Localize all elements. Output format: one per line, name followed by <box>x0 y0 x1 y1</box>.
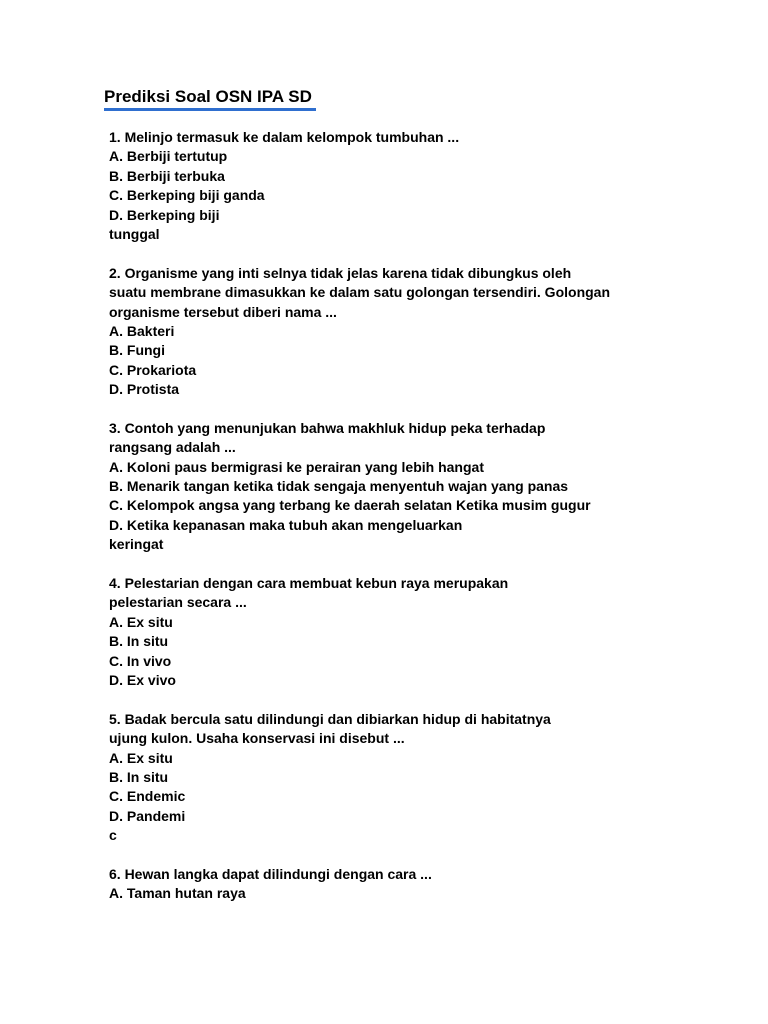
question-5-option-a: A. Ex situ <box>109 749 173 766</box>
question-3-option-a: A. Koloni paus bermigrasi ke perairan yang lebih hangat <box>109 458 484 475</box>
page-title: Prediksi Soal OSN IPA SD <box>104 86 316 111</box>
question-1-option-a: A. Berbiji tertutup <box>109 148 228 165</box>
question-4 <box>109 574 729 690</box>
question-3-stem: 3. Contoh yang menunjukan bahwa makhluk hidup peka terhadap <box>109 419 546 436</box>
question-5 <box>109 710 729 846</box>
question-2-option-c: C. Prokariota <box>109 361 197 378</box>
question-5-option-b: B. In situ <box>109 768 169 785</box>
question-2-option-d: D. Protista <box>109 381 180 398</box>
question-3-stem-cont: rangsang adalah ... <box>109 439 236 456</box>
question-6 <box>109 865 729 904</box>
question-1-option-d: D. Berkeping biji <box>109 206 220 223</box>
question-4-stem: 4. Pelestarian dengan cara membuat kebun raya merupakan <box>109 574 509 591</box>
question-4-option-a: A. Ex situ <box>109 613 173 630</box>
question-2-option-b: B. Fungi <box>109 342 165 359</box>
question-3-option-b: B. Menarik tangan ketika tidak sengaja menyentuh wajan yang panas <box>109 478 569 495</box>
question-5-option-c: C. Endemic <box>109 788 186 805</box>
question-1-option-c: C. Berkeping biji ganda <box>109 187 265 204</box>
question-2-stem: 2. Organisme yang inti selnya tidak jelas karena tidak dibungkus oleh <box>109 264 572 281</box>
question-3-option-c: C. Kelompok angsa yang terbang ke daerah selatan Ketika musim gugur <box>109 497 591 514</box>
question-list <box>109 128 729 923</box>
question-5-stem-cont: ujung kulon. Usaha konservasi ini disebut ... <box>109 730 405 747</box>
question-2 <box>109 264 729 400</box>
question-3-option-d-cont: keringat <box>109 536 164 553</box>
question-3-option-d: D. Ketika kepanasan maka tubuh akan mengeluarkan <box>109 516 463 533</box>
question-6-option-a: A. Taman hutan raya <box>109 885 246 902</box>
question-3 <box>109 419 729 555</box>
question-4-option-d: D. Ex vivo <box>109 671 176 688</box>
question-1-stem: 1. Melinjo termasuk ke dalam kelompok tumbuhan ... <box>109 129 460 145</box>
question-2-stem-cont: suatu membrane dimasukkan ke dalam satu golongan tersendiri. Golongan <box>109 284 611 301</box>
question-1 <box>109 128 729 244</box>
question-5-option-d: D. Pandemi <box>109 807 186 824</box>
question-2-stem-cont: organisme tersebut diberi nama ... <box>109 303 337 320</box>
question-2-option-a: A. Bakteri <box>109 322 175 339</box>
question-6-stem: 6. Hewan langka dapat dilindungi dengan cara ... <box>109 865 432 882</box>
question-4-option-c: C. In vivo <box>109 652 172 669</box>
question-4-option-b: B. In situ <box>109 633 169 650</box>
question-4-stem-cont: pelestarian secara ... <box>109 594 247 611</box>
question-5-stem: 5. Badak bercula satu dilindungi dan dibiarkan hidup di habitatnya <box>109 710 551 727</box>
question-1-option-b: B. Berbiji terbuka <box>109 167 225 184</box>
question-1-option-d-cont: tunggal <box>109 225 160 242</box>
question-5-answer: c <box>109 827 117 844</box>
